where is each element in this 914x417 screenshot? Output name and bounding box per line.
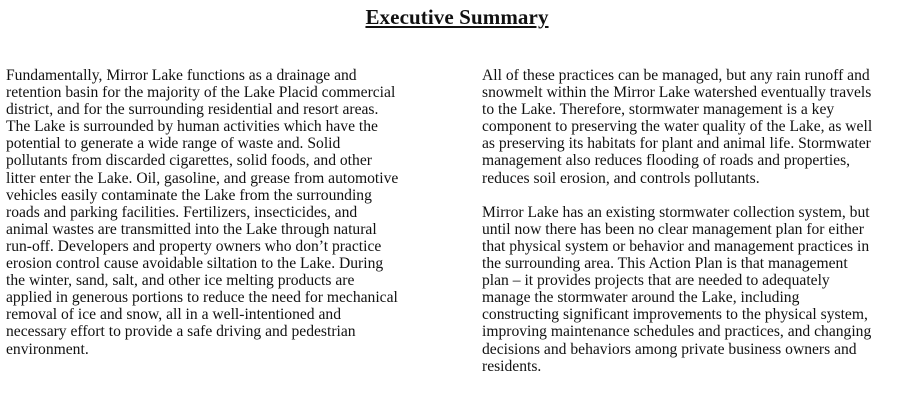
text-line: until now there has been no clear management plan for either: [482, 220, 864, 238]
text-line: the winter, sand, salt, and other ice melting products are: [6, 272, 355, 290]
text-line: Fundamentally, Mirror Lake functions as a drainage and: [6, 67, 357, 84]
paragraph-stormwater-management: [482, 67, 912, 187]
text-line: to the Lake. Therefore, stormwater management is a key: [482, 101, 835, 119]
text-line: the surrounding area. This Action Plan is that management: [482, 255, 848, 273]
text-line: potential to generate a wide range of waste and. Solid: [6, 135, 341, 153]
text-line: litter enter the Lake. Oil, gasoline, and grease from automotive: [6, 169, 399, 187]
text-line: pollutants from discarded cigarettes, solid foods, and other: [6, 152, 372, 170]
text-line: removal of ice and snow, all in a well-intentioned and: [6, 306, 342, 324]
right-column: [482, 67, 912, 375]
paragraph-pollution-sources: [6, 67, 446, 358]
text-line: environment.: [6, 340, 89, 358]
text-line: All of these practices can be managed, but any rain runoff and: [482, 67, 870, 84]
text-line: applied in generous portions to reduce the need for mechanical: [6, 289, 398, 307]
paragraph-action-plan: [482, 204, 912, 375]
text-line: that physical system or behavior and management practices in: [482, 237, 870, 255]
text-line: district, and for the surrounding residential and resort areas.: [6, 101, 379, 119]
text-line: run-off. Developers and property owners who don’t practice: [6, 237, 382, 255]
text-line: decisions and behaviors among private business owners and: [482, 340, 857, 358]
text-line: manage the stormwater around the Lake, including: [482, 289, 800, 307]
text-line: animal wastes are transmitted into the Lake through natural: [6, 220, 377, 238]
left-column: [6, 67, 446, 358]
text-line: roads and parking facilities. Fertilizers, insecticides, and: [6, 203, 358, 221]
text-line: management also reduces flooding of roads and properties,: [482, 152, 851, 170]
text-line: improving maintenance schedules and practices, and changing: [482, 323, 872, 341]
page-title: Executive Summary: [365, 5, 549, 29]
paragraph-spacer: [482, 187, 912, 204]
text-line: snowmelt within the Mirror Lake watershed eventually travels: [482, 84, 872, 102]
text-line: reduces soil erosion, and controls pollutants.: [482, 169, 760, 187]
text-line: vehicles easily contaminate the Lake from the surrounding: [6, 186, 372, 204]
text-line: component to preserving the water quality of the Lake, as well: [482, 118, 873, 136]
text-line: residents.: [482, 357, 542, 375]
text-line: The Lake is surrounded by human activities which have the: [6, 118, 378, 136]
text-line: constructing significant improvements to the physical system,: [482, 306, 868, 324]
text-line: retention basin for the majority of the Lake Placid commercial: [6, 84, 396, 102]
text-line: necessary effort to provide a safe driving and pedestrian: [6, 323, 356, 341]
text-line: as preserving its habitats for plant and animal life. Stormwater: [482, 135, 871, 153]
text-line: erosion control cause avoidable siltation to the Lake. During: [6, 255, 384, 273]
text-line: Mirror Lake has an existing stormwater collection system, but: [482, 203, 870, 221]
text-line: plan – it provides projects that are needed to adequately: [482, 272, 830, 290]
